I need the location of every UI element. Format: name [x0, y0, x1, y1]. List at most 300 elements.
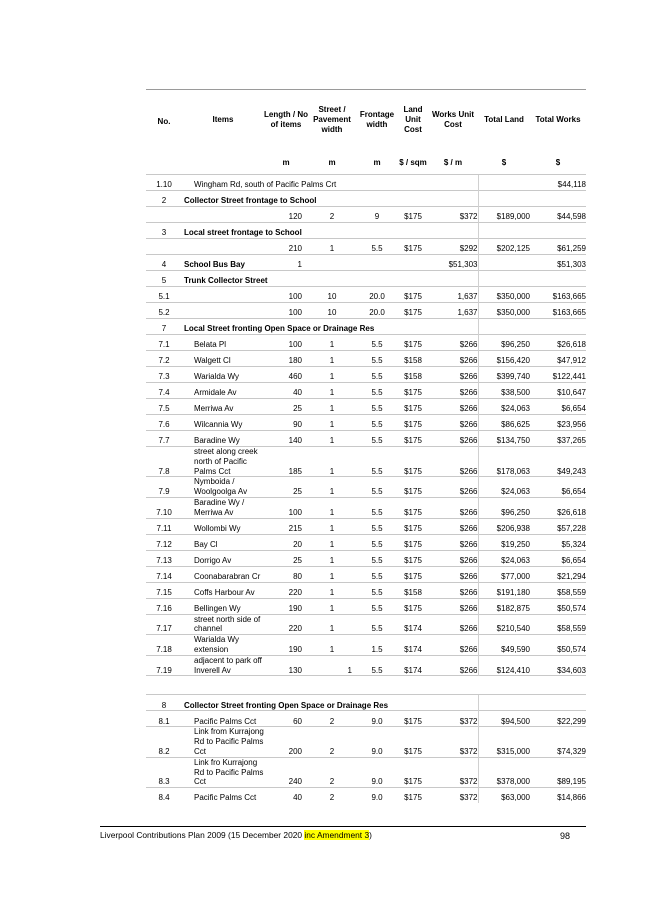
row-number: 7.5: [146, 399, 182, 415]
table-row: [146, 207, 586, 223]
row-item: Bellingen Wy: [182, 598, 264, 614]
cell-frontage-width: 5.5: [356, 582, 398, 598]
cell-total-works: $23,956: [530, 415, 586, 431]
row-number: 7.2: [146, 351, 182, 367]
row-number: 2: [146, 191, 182, 207]
table-row: [146, 695, 586, 711]
cell-frontage-width: 5.5: [356, 477, 398, 498]
table-row: [146, 566, 586, 582]
row-item: Link fro Kurrajong Rd to Pacific Palms Cct: [182, 757, 264, 787]
table-row: [146, 727, 586, 757]
unit-land: $ / sqm: [399, 158, 427, 168]
cell-works-unit-cost: $266: [428, 383, 478, 399]
cell-street-width: 10: [308, 303, 356, 319]
cell-frontage-width: 5.5: [356, 399, 398, 415]
cell-total-land: $315,000: [478, 727, 530, 757]
cell-total-land: $189,000: [478, 207, 530, 223]
row-item: street along creek north of Pacific Palms Cct: [182, 447, 264, 477]
row-number: 7.17: [146, 614, 182, 635]
cell-total-works: $6,654: [530, 550, 586, 566]
cell-total-land: $24,063: [478, 477, 530, 498]
cell-length: 220: [264, 614, 308, 635]
cell-total-works: $44,118: [530, 175, 586, 191]
cell-frontage-width: 9.0: [356, 727, 398, 757]
table-row: [146, 757, 586, 787]
cell-length: 200: [264, 727, 308, 757]
row-number: 7.1: [146, 335, 182, 351]
unit-length: m: [282, 158, 290, 168]
cell-works-unit-cost: 1,637: [428, 303, 478, 319]
cell-frontage-width: 9.0: [356, 711, 398, 727]
cell-total-works: $89,195: [530, 757, 586, 787]
cell-total-works: $47,912: [530, 351, 586, 367]
header-items: Items: [182, 90, 264, 153]
cell-works-unit-cost: $266: [428, 582, 478, 598]
cell-street-width: 2: [308, 207, 356, 223]
empty-cell: [478, 271, 530, 287]
row-item: Coffs Harbour Av: [182, 582, 264, 598]
cell-total-land: $178,063: [478, 447, 530, 477]
row-item: School Bus Bay: [182, 255, 264, 271]
cell-frontage-width: 1.5: [356, 635, 398, 656]
cell-total-works: $57,228: [530, 518, 586, 534]
cell-total-land: $19,250: [478, 534, 530, 550]
row-item: Wollombi Wy: [182, 518, 264, 534]
cell-works-unit-cost: $266: [428, 367, 478, 383]
table-row: [146, 175, 586, 191]
table-row: [146, 271, 586, 287]
cell-land-unit-cost: $174: [398, 635, 428, 656]
cell-total-works: $26,618: [530, 335, 586, 351]
cell-frontage-width: 9.0: [356, 788, 398, 804]
cell-works-unit-cost: $266: [428, 431, 478, 447]
cell-length: 100: [264, 497, 308, 518]
row-item: Warialda Wy extension: [182, 635, 264, 656]
cell-land-unit-cost: $158: [398, 367, 428, 383]
cell-total-works: $163,665: [530, 287, 586, 303]
cell-street-width: 1: [308, 415, 356, 431]
cell-street-width: 10: [308, 287, 356, 303]
row-item: Link from Kurrajong Rd to Pacific Palms Cct: [182, 727, 264, 757]
cell-total-land: $96,250: [478, 497, 530, 518]
cell-street-width: 1: [308, 497, 356, 518]
table-row: [146, 582, 586, 598]
cell-frontage-width: [356, 255, 398, 271]
row-number: 5: [146, 271, 182, 287]
table-row: [146, 497, 586, 518]
table-row: [146, 598, 586, 614]
row-number: 7.12: [146, 534, 182, 550]
cell-frontage-width: 5.5: [356, 598, 398, 614]
cell-total-land: $49,590: [478, 635, 530, 656]
cell-land-unit-cost: $158: [398, 351, 428, 367]
cell-frontage-width: 9: [356, 207, 398, 223]
cell-frontage-width: 5.5: [356, 497, 398, 518]
cell-frontage-width: 5.5: [356, 566, 398, 582]
row-number: 7.15: [146, 582, 182, 598]
footer-close: ): [369, 830, 372, 840]
cell-frontage-width: 5.5: [356, 534, 398, 550]
row-number: 8.2: [146, 727, 182, 757]
header-row: [146, 90, 586, 153]
row-number: 3: [146, 223, 182, 239]
cell-total-works: $37,265: [530, 431, 586, 447]
row-number: 7.8: [146, 447, 182, 477]
cell-total-works: $58,559: [530, 614, 586, 635]
cell-total-works: $122,441: [530, 367, 586, 383]
row-number: 7.6: [146, 415, 182, 431]
header-street: Street / Pavement width: [308, 90, 356, 153]
row-number: 1.10: [146, 175, 182, 191]
row-number: 7.11: [146, 518, 182, 534]
row-item: Armidale Av: [182, 383, 264, 399]
cell-works-unit-cost: 1,637: [428, 287, 478, 303]
cell-total-land: $134,750: [478, 431, 530, 447]
cell-street-width: 1: [308, 239, 356, 255]
cell-total-land: $206,938: [478, 518, 530, 534]
empty-cell: [530, 695, 586, 711]
cell-land-unit-cost: $175: [398, 335, 428, 351]
cell-frontage-width: 5.5: [356, 614, 398, 635]
table-row: [146, 447, 586, 477]
row-item: Coonabarabran Cr: [182, 566, 264, 582]
table-row: [146, 287, 586, 303]
cell-length: 20: [264, 534, 308, 550]
row-item: Wingham Rd, south of Pacific Palms Crt: [182, 175, 478, 191]
row-number: 5.1: [146, 287, 182, 303]
cell-street-width: 1: [308, 534, 356, 550]
row-number: [146, 239, 182, 255]
cell-length: 25: [264, 477, 308, 498]
row-item: Belata Pl: [182, 335, 264, 351]
cell-total-land: $191,180: [478, 582, 530, 598]
table-row: [146, 383, 586, 399]
cell-works-unit-cost: $51,303: [428, 255, 478, 271]
cell-frontage-width: 20.0: [356, 303, 398, 319]
cell-works-unit-cost: $266: [428, 534, 478, 550]
cell-street-width: 1: [308, 550, 356, 566]
empty-cell: [530, 191, 586, 207]
cell-land-unit-cost: $175: [398, 207, 428, 223]
cell-works-unit-cost: $266: [428, 635, 478, 656]
table-row: [146, 399, 586, 415]
cell-total-land: $96,250: [478, 335, 530, 351]
row-item: [182, 287, 264, 303]
unit-street: m: [328, 158, 336, 168]
cell-total-land: $350,000: [478, 303, 530, 319]
cell-total-land: $24,063: [478, 550, 530, 566]
cell-street-width: 1: [308, 383, 356, 399]
cell-land-unit-cost: $175: [398, 383, 428, 399]
cell-works-unit-cost: $266: [428, 614, 478, 635]
table-body: [146, 175, 586, 804]
cell-length: 60: [264, 711, 308, 727]
table-row: [146, 319, 586, 335]
table-row: [146, 676, 586, 695]
row-item: [182, 239, 264, 255]
row-item: Bay Cl: [182, 534, 264, 550]
row-number: 5.2: [146, 303, 182, 319]
cell-total-works: $51,303: [530, 255, 586, 271]
cell-frontage-width: 5.5: [356, 335, 398, 351]
spacer-row: [146, 676, 586, 695]
cell-length: 460: [264, 367, 308, 383]
row-number: [146, 207, 182, 223]
cell-frontage-width: 20.0: [356, 287, 398, 303]
cell-total-works: $50,574: [530, 598, 586, 614]
cell-total-works: $163,665: [530, 303, 586, 319]
cell-land-unit-cost: $175: [398, 566, 428, 582]
header-works-unit: Works Unit Cost: [428, 90, 478, 153]
cell-land-unit-cost: [398, 255, 428, 271]
cell-length: 100: [264, 303, 308, 319]
cell-frontage-width: 5.5: [356, 431, 398, 447]
table-row: [146, 477, 586, 498]
cell-total-land: $399,740: [478, 367, 530, 383]
header-total-works: Total Works: [530, 90, 586, 153]
cell-street-width: 1: [308, 335, 356, 351]
cell-land-unit-cost: $175: [398, 711, 428, 727]
table-row: [146, 191, 586, 207]
table-row: [146, 335, 586, 351]
row-item: street north side of channel: [182, 614, 264, 635]
row-item: Baradine Wy / Merriwa Av: [182, 497, 264, 518]
table-row: [146, 239, 586, 255]
cell-total-land: $86,625: [478, 415, 530, 431]
cell-land-unit-cost: $175: [398, 303, 428, 319]
table-row: [146, 711, 586, 727]
cell-length: 40: [264, 788, 308, 804]
cell-length: 185: [264, 447, 308, 477]
cell-works-unit-cost: $266: [428, 497, 478, 518]
table-row: [146, 351, 586, 367]
cell-street-width: 1: [308, 431, 356, 447]
cell-length: 140: [264, 431, 308, 447]
cell-length: 25: [264, 399, 308, 415]
row-number: 7.9: [146, 477, 182, 498]
table-row: [146, 223, 586, 239]
cell-street-width: 1: [308, 351, 356, 367]
cell-total-works: $21,294: [530, 566, 586, 582]
header-length: Length / No of items: [264, 90, 308, 153]
cell-length: 120: [264, 207, 308, 223]
cell-works-unit-cost: $266: [428, 477, 478, 498]
cell-total-works: $14,866: [530, 788, 586, 804]
unit-works: $ / m: [443, 158, 463, 168]
footer-rule: [100, 826, 586, 827]
cell-land-unit-cost: $175: [398, 757, 428, 787]
cell-total-land: $202,125: [478, 239, 530, 255]
empty-cell: [530, 319, 586, 335]
row-item: Walgett Cl: [182, 351, 264, 367]
empty-cell: [478, 319, 530, 335]
header-frontage: Frontage width: [356, 90, 398, 153]
table-row: [146, 415, 586, 431]
cell-land-unit-cost: $175: [398, 477, 428, 498]
cell-length: 130: [264, 655, 308, 676]
table-row: [146, 614, 586, 635]
cell-street-width: 1: [308, 399, 356, 415]
row-item: Nymboida / Woolgoolga Av: [182, 477, 264, 498]
cell-total-land: $94,500: [478, 711, 530, 727]
cell-frontage-width: 5.5: [356, 518, 398, 534]
empty-cell: [478, 223, 530, 239]
header-total-land: Total Land: [478, 90, 530, 153]
cell-total-works: $44,598: [530, 207, 586, 223]
cell-total-land: $182,875: [478, 598, 530, 614]
cell-total-land: $156,420: [478, 351, 530, 367]
row-item: Dorrigo Av: [182, 550, 264, 566]
cell-works-unit-cost: $372: [428, 711, 478, 727]
row-item: Pacific Palms Cct: [182, 788, 264, 804]
cell-works-unit-cost: $266: [428, 335, 478, 351]
unit-frontage: m: [373, 158, 381, 168]
cell-works-unit-cost: $292: [428, 239, 478, 255]
cell-works-unit-cost: $266: [428, 550, 478, 566]
cell-frontage-width: 9.0: [356, 757, 398, 787]
cell-land-unit-cost: $175: [398, 239, 428, 255]
cell-length: 100: [264, 335, 308, 351]
empty-cell: [478, 191, 530, 207]
cell-works-unit-cost: $266: [428, 351, 478, 367]
cell-street-width: 1: [308, 367, 356, 383]
cell-works-unit-cost: $266: [428, 415, 478, 431]
cell-street-width: 1: [308, 518, 356, 534]
cell-street-width: 2: [308, 757, 356, 787]
cell-land-unit-cost: $175: [398, 415, 428, 431]
cell-street-width: 1: [308, 582, 356, 598]
cell-street-width: 2: [308, 788, 356, 804]
cell-total-land: $378,000: [478, 757, 530, 787]
cell-total-works: $26,618: [530, 497, 586, 518]
cell-total-works: $61,259: [530, 239, 586, 255]
table-row: [146, 518, 586, 534]
cell-total-works: $5,324: [530, 534, 586, 550]
cell-land-unit-cost: $175: [398, 287, 428, 303]
section-title: Collector Street frontage to School: [182, 191, 478, 207]
cell-street-width: 1: [308, 566, 356, 582]
table-row: [146, 550, 586, 566]
section-title: Local street frontage to School: [182, 223, 478, 239]
row-number: 8.3: [146, 757, 182, 787]
cell-land-unit-cost: $175: [398, 399, 428, 415]
row-number: 8: [146, 695, 182, 711]
cell-land-unit-cost: $158: [398, 582, 428, 598]
cell-total-works: $49,243: [530, 447, 586, 477]
cell-street-width: 2: [308, 727, 356, 757]
row-number: 7.18: [146, 635, 182, 656]
cell-works-unit-cost: $266: [428, 566, 478, 582]
cell-length: 190: [264, 598, 308, 614]
cell-length: 240: [264, 757, 308, 787]
header-no: No.: [146, 90, 182, 153]
cell-length: 1: [264, 255, 308, 271]
cell-street-width: 1: [308, 598, 356, 614]
footer-amendment-highlight: inc Amendment 3: [304, 830, 370, 840]
table-row: [146, 367, 586, 383]
cell-land-unit-cost: $175: [398, 447, 428, 477]
cell-total-works: $6,654: [530, 399, 586, 415]
row-item: [182, 303, 264, 319]
cell-works-unit-cost: $372: [428, 757, 478, 787]
cell-land-unit-cost: $175: [398, 534, 428, 550]
header-land-unit: Land Unit Cost: [398, 90, 428, 153]
cell-total-works: $34,603: [530, 655, 586, 676]
cell-total-works: $6,654: [530, 477, 586, 498]
cell-length: 25: [264, 550, 308, 566]
cell-total-land: [478, 255, 530, 271]
unit-total-land: $: [501, 158, 507, 168]
cell-land-unit-cost: $174: [398, 655, 428, 676]
cell-total-land: $210,540: [478, 614, 530, 635]
table-row: [146, 534, 586, 550]
cell-length: 180: [264, 351, 308, 367]
cell-frontage-width: 5.5: [356, 550, 398, 566]
cell-total-works: $22,299: [530, 711, 586, 727]
cell-frontage-width: 5.5: [356, 351, 398, 367]
cell-street-width: 2: [308, 711, 356, 727]
row-number: 8.4: [146, 788, 182, 804]
cell-land-unit-cost: $174: [398, 614, 428, 635]
row-number: 7.3: [146, 367, 182, 383]
cell-works-unit-cost: $266: [428, 399, 478, 415]
cell-total-works: $74,329: [530, 727, 586, 757]
cell-frontage-width: 5.5: [356, 447, 398, 477]
row-item: Warialda Wy: [182, 367, 264, 383]
cell-land-unit-cost: $175: [398, 518, 428, 534]
contributions-table: [146, 89, 586, 803]
cell-street-width: 1: [308, 635, 356, 656]
row-item: [182, 207, 264, 223]
row-number: 7.14: [146, 566, 182, 582]
row-number: 7.13: [146, 550, 182, 566]
cell-street-width: 1: [308, 655, 356, 676]
section-title: Local Street fronting Open Space or Drainage Res: [182, 319, 478, 335]
cell-works-unit-cost: $266: [428, 518, 478, 534]
page-number: 98: [560, 831, 571, 841]
table-row: [146, 303, 586, 319]
cell-works-unit-cost: $266: [428, 655, 478, 676]
cell-length: 80: [264, 566, 308, 582]
row-number: 7.10: [146, 497, 182, 518]
cell-land-unit-cost: $175: [398, 431, 428, 447]
table-row: [146, 655, 586, 676]
row-number: 8.1: [146, 711, 182, 727]
cell-works-unit-cost: $372: [428, 788, 478, 804]
cell-total-works: $10,647: [530, 383, 586, 399]
row-item: adjacent to park off Inverell Av: [182, 655, 264, 676]
cell-total-land: $350,000: [478, 287, 530, 303]
cell-frontage-width: 5.5: [356, 655, 398, 676]
cell-total-works: $50,574: [530, 635, 586, 656]
cell-land-unit-cost: $175: [398, 788, 428, 804]
empty-cell: [478, 175, 530, 191]
cell-length: 220: [264, 582, 308, 598]
cell-length: 215: [264, 518, 308, 534]
row-number: 7: [146, 319, 182, 335]
table-row: [146, 255, 586, 271]
row-number: 7.19: [146, 655, 182, 676]
row-item: Merriwa Av: [182, 399, 264, 415]
cell-works-unit-cost: $266: [428, 447, 478, 477]
cell-length: 90: [264, 415, 308, 431]
cell-land-unit-cost: $175: [398, 497, 428, 518]
cell-length: 190: [264, 635, 308, 656]
section-title: Collector Street fronting Open Space or Drainage Res: [182, 695, 478, 711]
units-row: [146, 152, 586, 175]
cell-street-width: [308, 255, 356, 271]
footer-text: [100, 830, 372, 840]
